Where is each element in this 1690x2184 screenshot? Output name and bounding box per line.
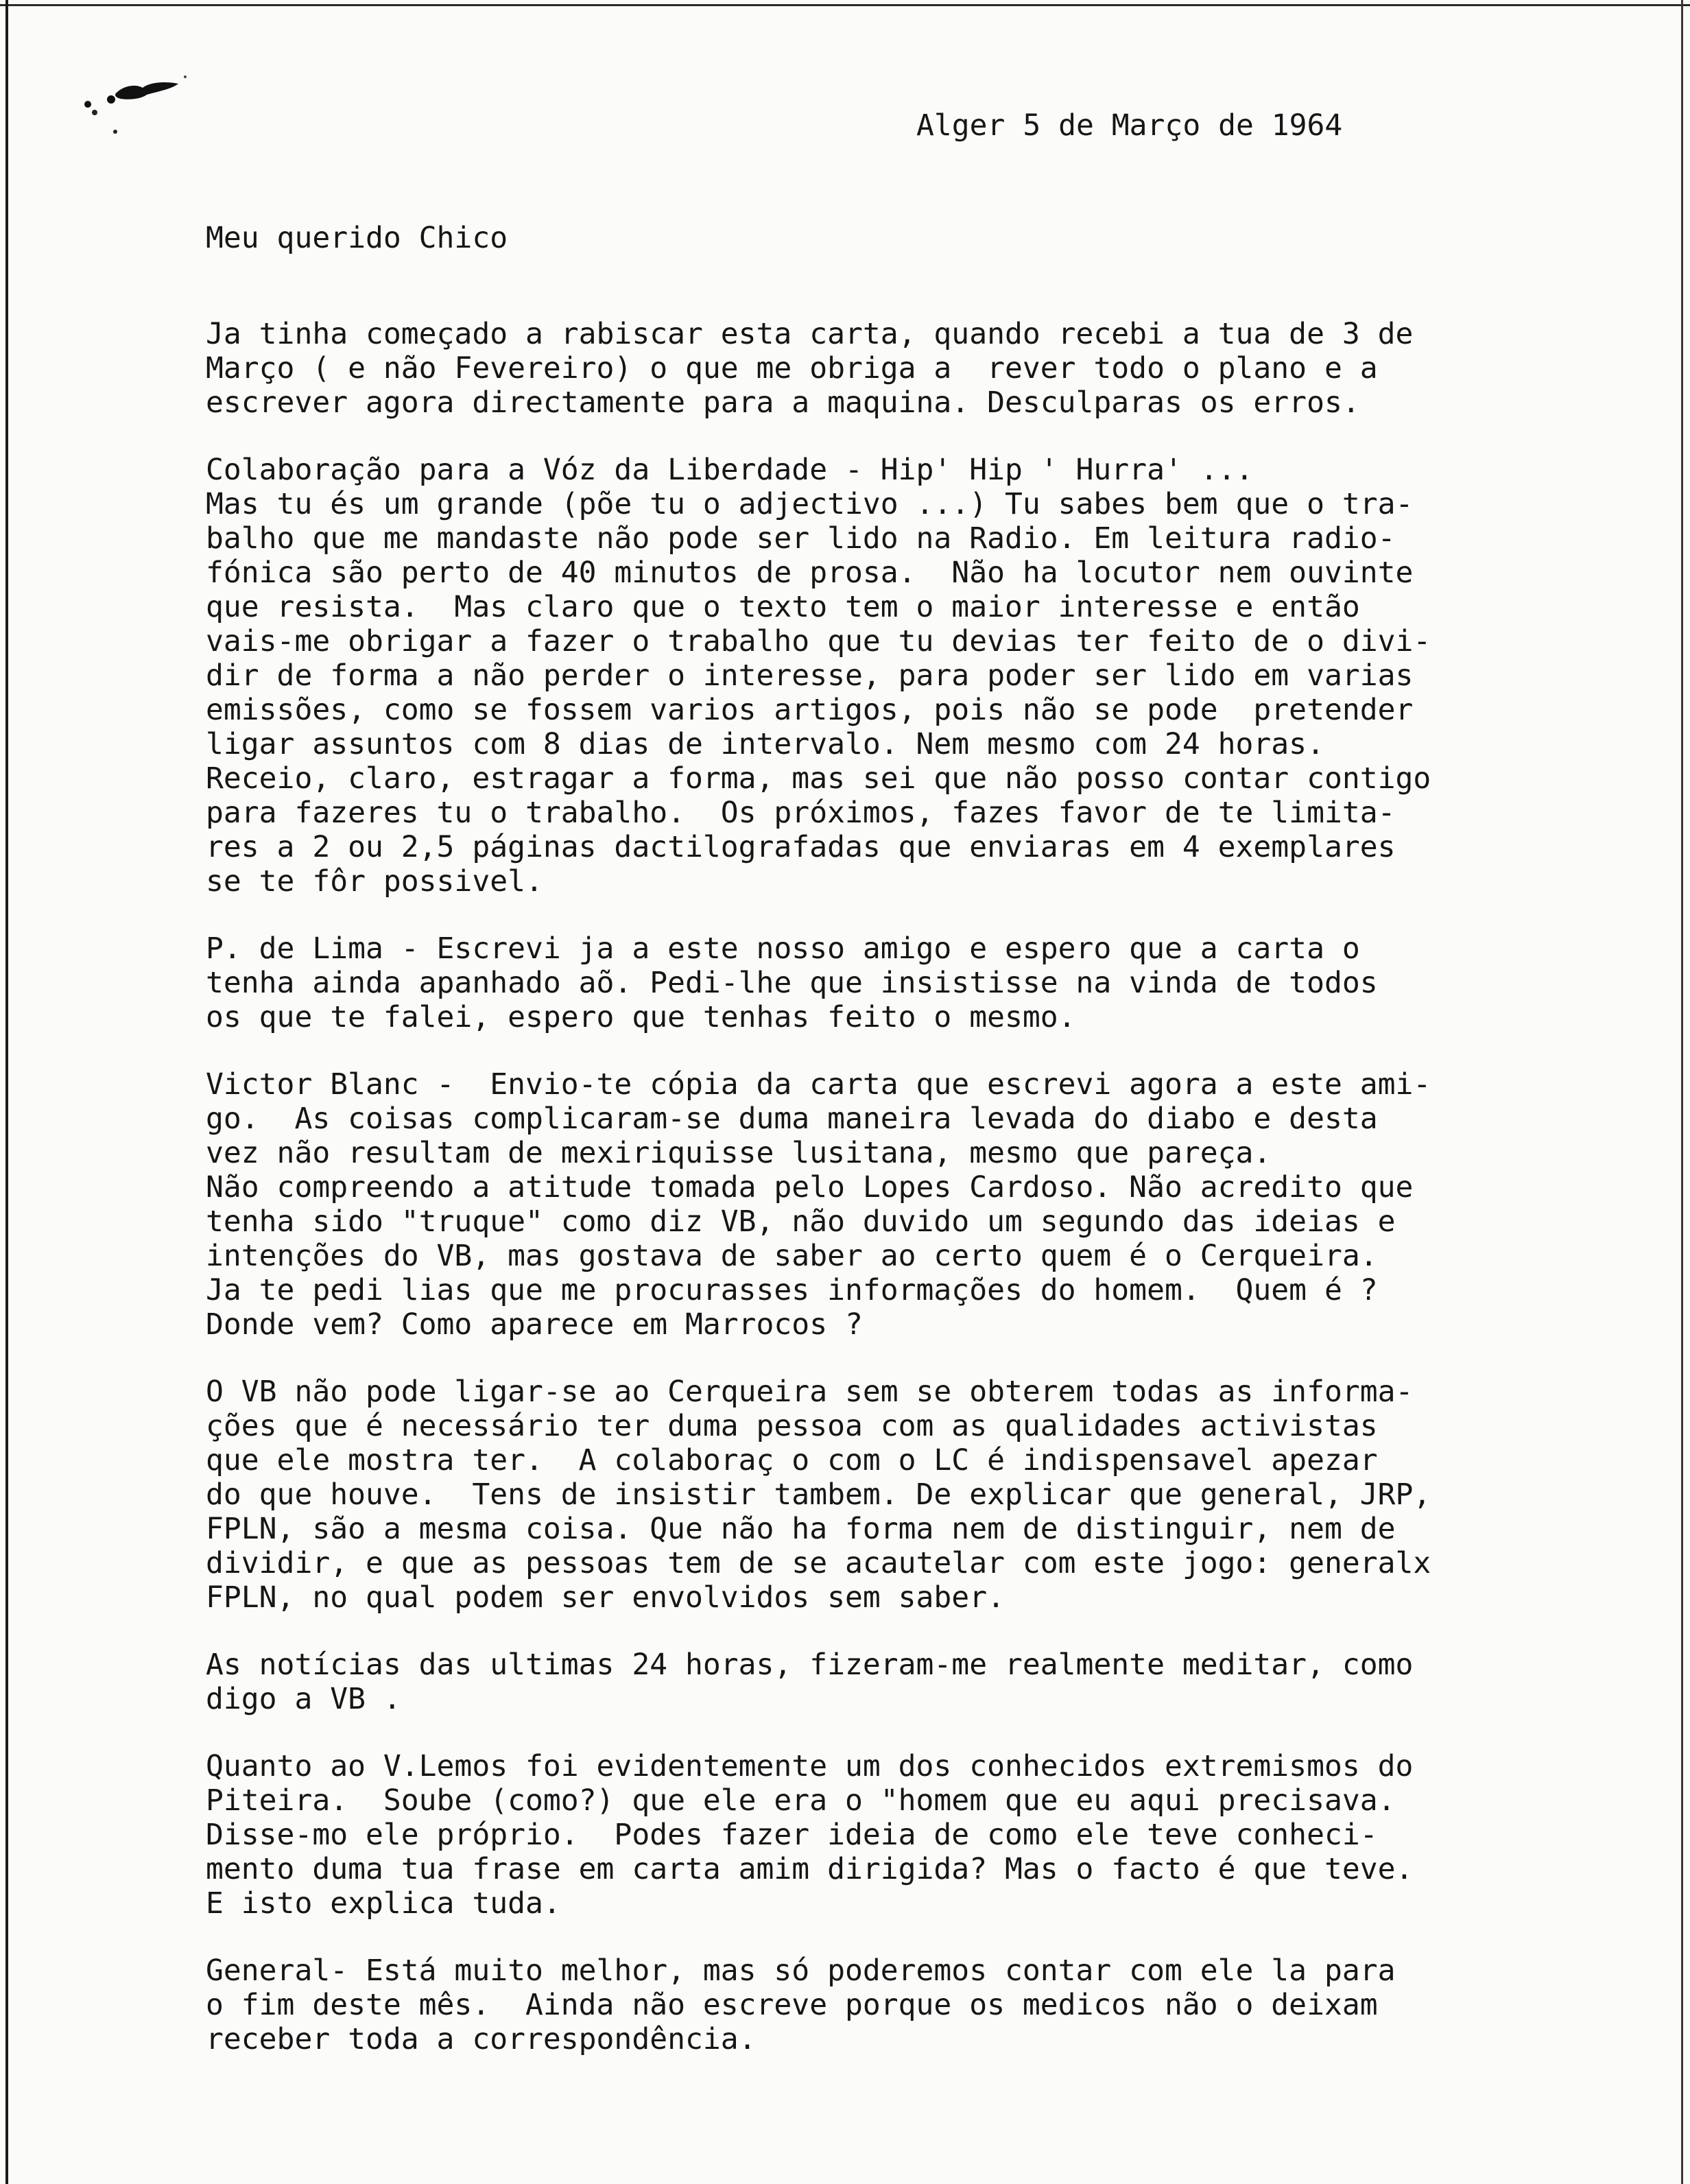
text-line: Receio, claro, estragar a forma, mas sei que não posso contar contigo bbox=[206, 761, 1431, 796]
text-line: o fim deste mês. Ainda não escreve porque os medicos não o deixam bbox=[206, 1988, 1378, 2022]
paragraph bbox=[206, 931, 1660, 1034]
text-line: Ja tinha começado a rabiscar esta carta, quando recebi a tua de 3 de bbox=[206, 317, 1414, 351]
salutation: Meu querido Chico bbox=[206, 221, 508, 255]
text-line: receber toda a correspondência. bbox=[206, 2022, 757, 2056]
text-line: Disse-mo ele próprio. Podes fazer ideia de como ele teve conheci- bbox=[206, 1818, 1378, 1852]
text-line: FPLN, são a mesma coisa. Que não ha forma nem de distinguir, nem de bbox=[206, 1512, 1396, 1546]
text-line: E isto explica tuda. bbox=[206, 1886, 561, 1921]
text-line: Ja te pedi lias que me procurasses informações do homem. Quem é ? bbox=[206, 1273, 1378, 1307]
text-line: General- Está muito melhor, mas só poderemos contar com ele la para bbox=[206, 1954, 1396, 1988]
text-line: tenha ainda apanhado aõ. Pedi-lhe que insistisse na vinda de todos bbox=[206, 966, 1378, 1000]
text-line: go. As coisas complicaram-se duma maneira levada do diabo e desta bbox=[206, 1102, 1378, 1136]
paragraph bbox=[206, 1067, 1660, 1342]
text-line: Quanto ao V.Lemos foi evidentemente um dos conhecidos extremismos do bbox=[206, 1749, 1414, 1783]
text-line: do que houve. Tens de insistir tambem. De explicar que general, JRP, bbox=[206, 1477, 1431, 1512]
paragraph bbox=[206, 1375, 1660, 1615]
text-line: As notícias das ultimas 24 horas, fizeram-me realmente meditar, como bbox=[206, 1648, 1414, 1682]
text-line: para fazeres tu o trabalho. Os próximos, fazes favor de te limita- bbox=[206, 796, 1396, 830]
text-line: mento duma tua frase em carta amim dirigida? Mas o facto é que teve. bbox=[206, 1852, 1414, 1886]
text-line: dir de forma a não perder o interesse, para poder ser lido em varias bbox=[206, 658, 1414, 693]
text-line: que resista. Mas claro que o texto tem o maior interesse e então bbox=[206, 590, 1360, 624]
text-line: res a 2 ou 2,5 páginas dactilografadas que enviaras em 4 exemplares bbox=[206, 830, 1396, 864]
text-line: tenha sido "truque" como diz VB, não duvido um segundo das ideias e bbox=[206, 1204, 1396, 1239]
text-line: ligar assuntos com 8 dias de intervalo. Nem mesmo com 24 horas. bbox=[206, 727, 1324, 761]
text-line: vais-me obrigar a fazer o trabalho que tu devias ter feito de o divi- bbox=[206, 624, 1431, 658]
text-line: Donde vem? Como aparece em Marrocos ? bbox=[206, 1307, 863, 1342]
paragraph bbox=[206, 1954, 1660, 2056]
text-line: dividir, e que as pessoas tem de se acautelar com este jogo: generalx bbox=[206, 1546, 1431, 1580]
text-line: fónica são perto de 40 minutos de prosa. Não ha locutor nem ouvinte bbox=[206, 556, 1414, 590]
paragraph bbox=[206, 1648, 1660, 1716]
text-line: Victor Blanc - Envio-te cópia da carta que escrevi agora a este ami- bbox=[206, 1067, 1431, 1102]
text-line: que ele mostra ter. A colaboraç o com o LC é indispensavel apezar bbox=[206, 1443, 1378, 1477]
paragraph bbox=[206, 317, 1660, 420]
text-line: intenções do VB, mas gostava de saber ao certo quem é o Cerqueira. bbox=[206, 1239, 1378, 1273]
text-line: O VB não pode ligar-se ao Cerqueira sem se obterem todas as informa- bbox=[206, 1375, 1414, 1409]
text-line: Não compreendo a atitude tomada pelo Lopes Cardoso. Não acredito que bbox=[206, 1170, 1414, 1204]
letter-date: Alger 5 de Março de 1964 bbox=[916, 108, 1343, 143]
text-line: Mas tu és um grande (põe tu o adjectivo ...) Tu sabes bem que o tra- bbox=[206, 487, 1414, 521]
text-line: emissões, como se fossem varios artigos, pois não se pode pretender bbox=[206, 693, 1414, 727]
text-line: balho que me mandaste não pode ser lido na Radio. Em leitura radio- bbox=[206, 521, 1396, 556]
text-line: digo a VB . bbox=[206, 1682, 401, 1716]
text-line: Colaboração para a Vóz da Liberdade - Hip' Hip ' Hurra' ... bbox=[206, 453, 1254, 487]
text-line: ções que é necessário ter duma pessoa com as qualidades activistas bbox=[206, 1409, 1378, 1443]
paragraph bbox=[206, 1749, 1660, 1921]
text-line: P. de Lima - Escrevi ja a este nosso amigo e espero que a carta o bbox=[206, 931, 1360, 966]
text-line: vez não resultam de mexiriquisse lusitana, mesmo que pareça. bbox=[206, 1136, 1272, 1170]
text-line: FPLN, no qual podem ser envolvidos sem saber. bbox=[206, 1580, 1005, 1615]
letter-body bbox=[206, 317, 1660, 2089]
text-line: se te fôr possivel. bbox=[206, 864, 543, 899]
paragraph bbox=[206, 453, 1660, 899]
text-line: os que te falei, espero que tenhas feito o mesmo. bbox=[206, 1000, 1076, 1034]
text-line: escrever agora directamente para a maquina. Desculparas os erros. bbox=[206, 385, 1360, 420]
text-line: Piteira. Soube (como?) que ele era o "homem que eu aqui precisava. bbox=[206, 1783, 1396, 1818]
text-line: Março ( e não Fevereiro) o que me obriga a rever todo o plano e a bbox=[206, 351, 1378, 385]
